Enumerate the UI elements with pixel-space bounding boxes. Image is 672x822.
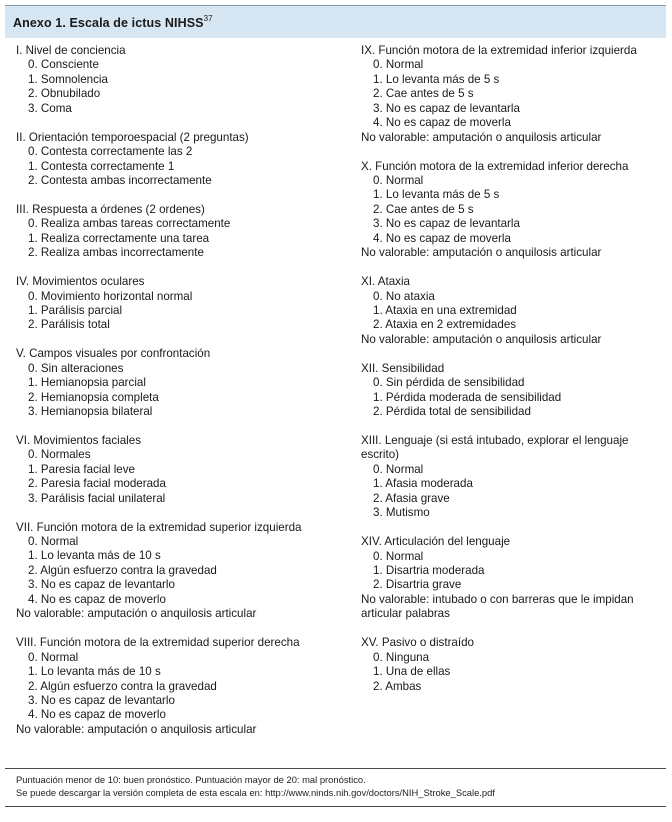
- item-title: VI. Movimientos faciales: [16, 433, 142, 447]
- item-option: 1. Somnolencia: [28, 72, 108, 86]
- item-option: 2. Cae antes de 5 s: [373, 202, 474, 216]
- item-title: VII. Función motora de la extremidad superior izquierda: [16, 520, 302, 534]
- item-option: 0. Normales: [28, 448, 91, 462]
- item-title: XI. Ataxia: [361, 275, 410, 289]
- item-option: 0. Normal: [28, 535, 79, 549]
- item-option: 2. Parálisis total: [28, 318, 110, 332]
- item-option: 3. Mutismo: [373, 506, 430, 520]
- item-option: 1. Contesta correctamente 1: [28, 159, 175, 173]
- item-option: 0. Normal: [373, 549, 424, 563]
- item-option: 4. No es capaz de moverlo: [28, 592, 166, 606]
- item-option: 1. Lo levanta más de 10 s: [28, 665, 161, 679]
- item-option: 1. Lo levanta más de 5 s: [373, 72, 500, 86]
- item-option: 1. Lo levanta más de 10 s: [28, 549, 161, 563]
- item-option: 0. Consciente: [28, 58, 99, 72]
- scale-item: [361, 160, 661, 261]
- item-option: 3. Hemianopsia bilateral: [28, 405, 153, 419]
- scale-item: [361, 434, 661, 521]
- item-option: 0. No ataxia: [373, 289, 435, 303]
- item-note: No valorable: amputación o anquilosis articular: [361, 246, 602, 260]
- item-option: 2. Algún esfuerzo contra la gravedad: [28, 679, 217, 693]
- item-note: No valorable: amputación o anquilosis articular: [16, 722, 257, 736]
- item-title: V. Campos visuales por confrontación: [16, 347, 211, 361]
- title-bar: [5, 5, 666, 38]
- item-option: 1. Una de ellas: [373, 665, 451, 679]
- item-title: XII. Sensibilidad: [361, 361, 445, 375]
- item-option: 2. Contesta ambas incorrectamente: [28, 174, 212, 188]
- item-option: 2. Hemianopsia completa: [28, 390, 159, 404]
- item-title: VIII. Función motora de la extremidad superior derecha: [16, 636, 300, 650]
- scale-item: [16, 44, 351, 116]
- scale-item: [361, 275, 661, 347]
- item-option: 3. No es capaz de levantarla: [373, 101, 520, 115]
- item-title: XV. Pasivo o distraído: [361, 636, 474, 650]
- footer-download-note: Se puede descargar la versión completa de esta escala en: http://www.ninds.nih.gov/doctors/NIH_Stroke_Scale.pdf: [16, 787, 495, 798]
- scale-item: [16, 636, 351, 737]
- item-title: IX. Función motora de la extremidad inferior izquierda: [361, 44, 637, 57]
- item-option: 3. No es capaz de levantarlo: [28, 693, 175, 707]
- item-option: 0. Normal: [373, 462, 424, 476]
- footer-divider: [5, 768, 666, 769]
- item-option: 1. Ataxia en una extremidad: [373, 304, 517, 318]
- scale-item: [16, 347, 351, 419]
- scale-item: [361, 636, 661, 694]
- item-option: 2. Cae antes de 5 s: [373, 87, 474, 101]
- item-note: No valorable: intubado o con barreras que le impidan articular palabras: [361, 592, 634, 621]
- scale-item: [16, 434, 351, 506]
- left-column: [16, 44, 351, 752]
- scale-item: [16, 131, 351, 189]
- item-option: 2. Pérdida total de sensibilidad: [373, 405, 531, 419]
- item-option: 3. Coma: [28, 101, 72, 115]
- item-option: 1. Lo levanta más de 5 s: [373, 188, 500, 202]
- item-note: No valorable: amputación o anquilosis articular: [361, 332, 602, 346]
- item-title: IV. Movimientos oculares: [16, 275, 145, 289]
- scale-item: [16, 275, 351, 333]
- item-option: 4. No es capaz de moverlo: [28, 708, 166, 722]
- item-option: 0. Sin pérdida de sensibilidad: [373, 376, 525, 390]
- item-option: 2. Obnubilado: [28, 87, 101, 101]
- item-option: 2. Ataxia en 2 extremidades: [373, 318, 517, 332]
- scale-item: [361, 362, 661, 420]
- item-note: No valorable: amputación o anquilosis articular: [361, 130, 602, 144]
- item-option: 0. Normal: [28, 650, 79, 664]
- item-option: 1. Pérdida moderada de sensibilidad: [373, 390, 562, 404]
- item-option: 3. Parálisis facial unilateral: [28, 491, 166, 505]
- item-option: 0. Realiza ambas tareas correctamente: [28, 217, 231, 231]
- item-title: II. Orientación temporoespacial (2 preguntas): [16, 130, 249, 144]
- item-option: 2. Realiza ambas incorrectamente: [28, 246, 204, 260]
- item-note: No valorable: amputación o anquilosis articular: [16, 607, 257, 621]
- bottom-divider: [5, 806, 666, 807]
- scale-item: [16, 203, 351, 261]
- item-option: 4. No es capaz de moverla: [373, 116, 511, 130]
- scale-item: [16, 521, 351, 622]
- scale-item: [361, 535, 661, 622]
- title-reference: 37: [203, 14, 213, 23]
- title-text: Anexo 1. Escala de ictus NIHSS: [13, 16, 204, 31]
- scale-item: [361, 44, 661, 145]
- item-option: 0. Normal: [373, 174, 424, 188]
- item-option: 0. Movimiento horizontal normal: [28, 289, 193, 303]
- item-title: III. Respuesta a órdenes (2 ordenes): [16, 202, 205, 216]
- item-option: 0. Contesta correctamente las 2: [28, 145, 193, 159]
- item-option: 2. Algún esfuerzo contra la gravedad: [28, 563, 217, 577]
- item-title: XIV. Articulación del lenguaje: [361, 535, 511, 549]
- item-option: 4. No es capaz de moverla: [373, 231, 511, 245]
- item-option: 0. Ninguna: [373, 650, 430, 664]
- item-option: 3. No es capaz de levantarlo: [28, 578, 175, 592]
- right-column: [361, 44, 661, 708]
- item-option: 1. Paresia facial leve: [28, 462, 135, 476]
- item-option: 1. Afasia moderada: [373, 477, 473, 491]
- item-option: 1. Parálisis parcial: [28, 303, 123, 317]
- item-title: I. Nivel de conciencia: [16, 44, 126, 57]
- item-option: 1. Disartria moderada: [373, 564, 485, 577]
- item-option: 0. Sin alteraciones: [28, 361, 124, 375]
- item-option: 0. Normal: [373, 58, 424, 72]
- item-option: 1. Realiza correctamente una tarea: [28, 231, 210, 245]
- footer-scoring-note: Puntuación menor de 10: buen pronóstico. Puntuación mayor de 20: mal pronóstico.: [16, 774, 366, 785]
- item-title: X. Función motora de la extremidad inferior derecha: [361, 159, 629, 173]
- item-option: 3. No es capaz de levantarla: [373, 217, 520, 231]
- item-option: 2. Ambas: [373, 679, 422, 693]
- item-option: 2. Paresia facial moderada: [28, 477, 166, 491]
- item-option: 2. Disartria grave: [373, 578, 462, 592]
- item-title: XIII. Lenguaje (si está intubado, explorar el lenguaje escrito): [361, 433, 629, 462]
- item-option: 2. Afasia grave: [373, 491, 450, 505]
- item-option: 1. Hemianopsia parcial: [28, 376, 146, 390]
- table-title: [13, 15, 213, 30]
